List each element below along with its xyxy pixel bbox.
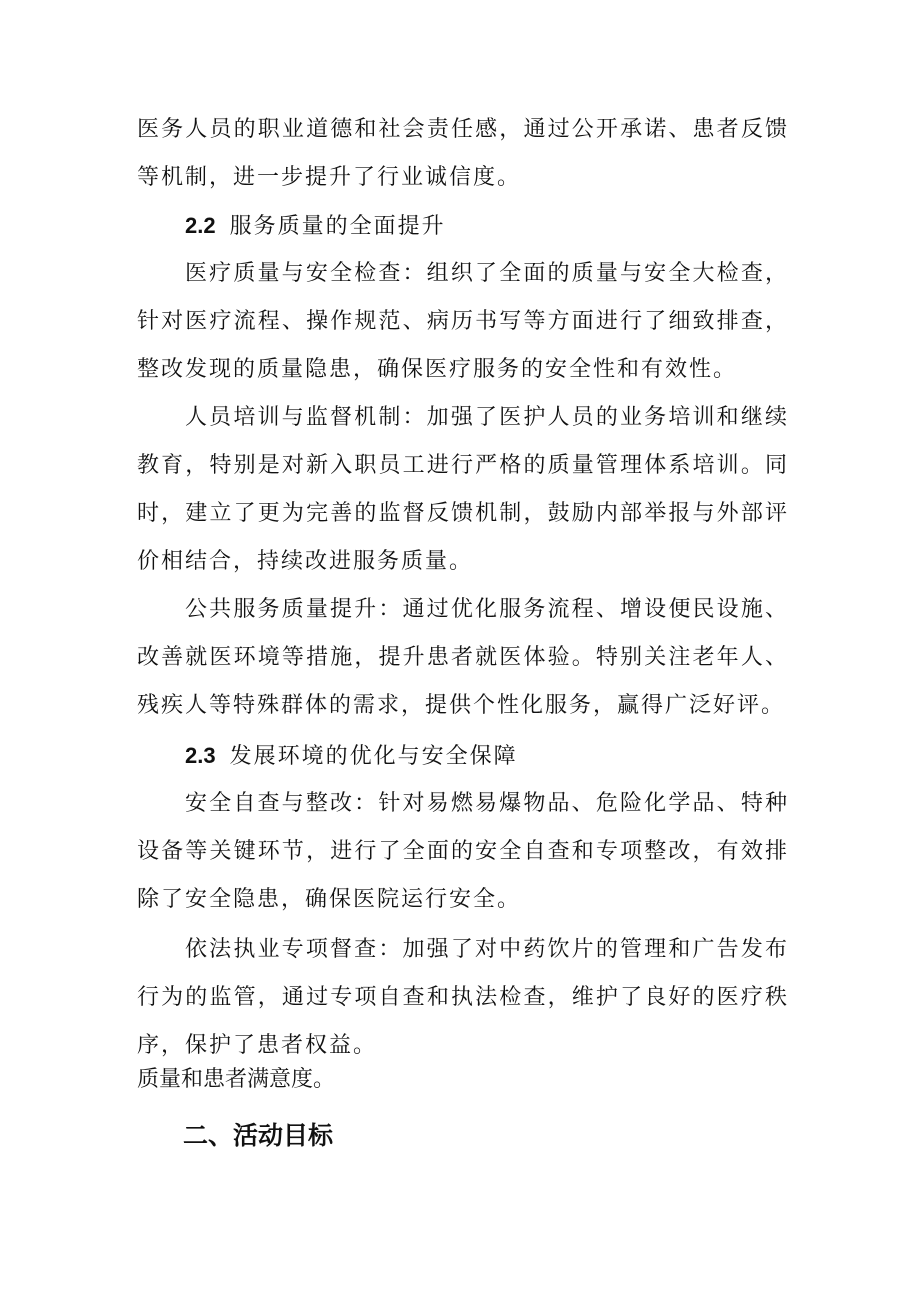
paragraph-intro: 医务人员的职业道德和社会责任感，通过公开承诺、患者反馈等机制，进一步提升了行业诚信度。 xyxy=(137,117,789,190)
heading-title: 发展环境的优化与安全保障 xyxy=(229,744,518,769)
heading-number: 2.3 xyxy=(185,743,216,768)
heading-2-2 xyxy=(185,202,446,251)
heading-2-3 xyxy=(185,732,518,781)
paragraph-quality-check: 医疗质量与安全检查：组织了全面的质量与安全大检查，针对医疗流程、操作规范、病历书写等方面进行了细致排查，整改发现的质量隐患，确保医疗服务的安全性和有效性。 xyxy=(137,261,789,382)
paragraph-fragment: 质量和患者满意度。 xyxy=(137,1067,336,1092)
paragraph-training: 人员培训与监督机制：加强了医护人员的业务培训和继续教育，特别是对新入职员工进行严格的质量管理体系培训。同时，建立了更为完善的监督反馈机制，鼓励内部举报与外部评价相结合，持续改进服务质量。 xyxy=(137,405,789,574)
section-title: 二、活动目标 xyxy=(183,1121,334,1150)
heading-title: 服务质量的全面提升 xyxy=(229,214,446,239)
paragraph-law: 依法执业专项督查：加强了对中药饮片的管理和广告发布行为的监管，通过专项自查和执法检查，维护了良好的医疗秩序，保护了患者权益。 xyxy=(137,937,789,1058)
paragraph-safety: 安全自查与整改：针对易燃易爆物品、危险化学品、特种设备等关键环节，进行了全面的安全自查和专项整改，有效排除了安全隐患，确保医院运行安全。 xyxy=(137,791,789,912)
paragraph-public-service: 公共服务质量提升：通过优化服务流程、增设便民设施、改善就医环境等措施，提升患者就医体验。特别关注老年人、残疾人等特殊群体的需求，提供个性化服务，赢得广泛好评。 xyxy=(137,597,789,718)
heading-number: 2.2 xyxy=(185,213,216,238)
